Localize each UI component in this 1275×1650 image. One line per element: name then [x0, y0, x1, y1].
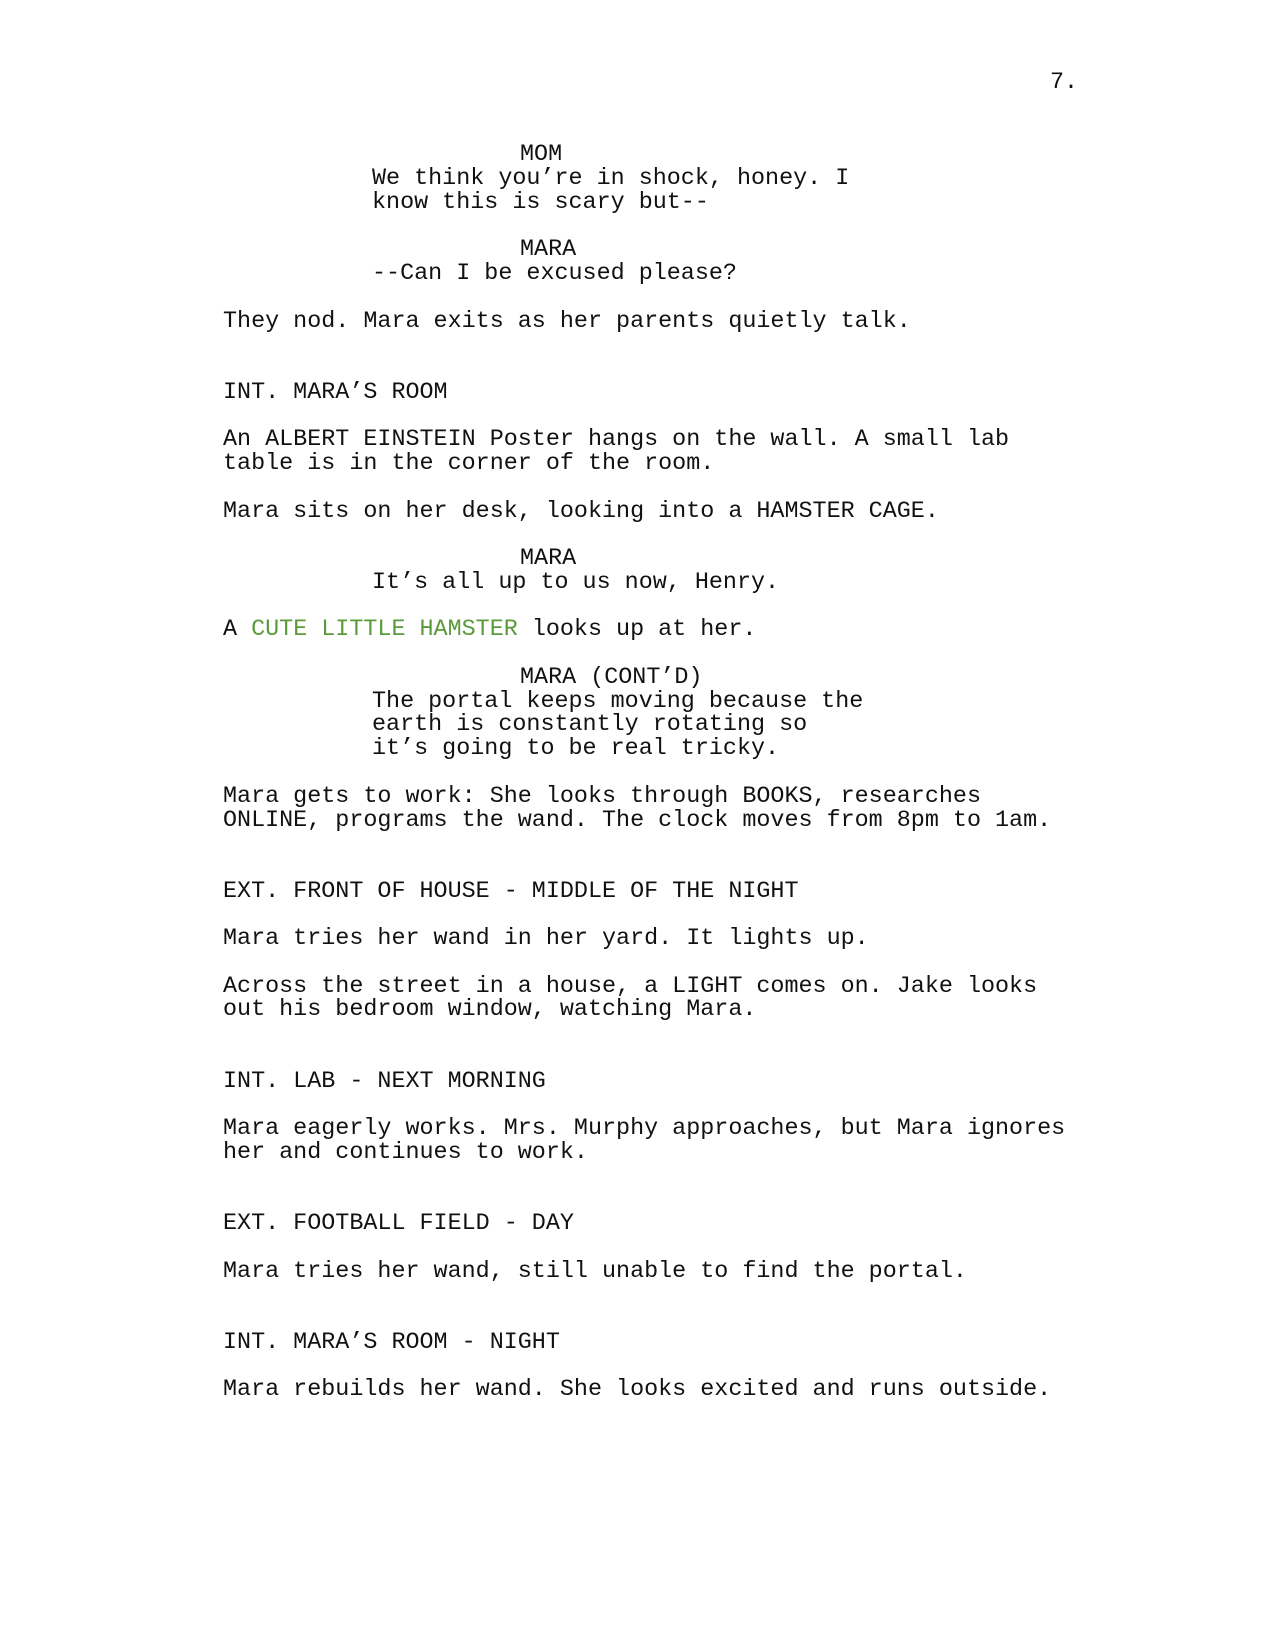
character-name: MOM — [520, 142, 563, 168]
action-text: A — [223, 617, 252, 643]
dialogue-line: --Can I be excused please? — [372, 261, 737, 287]
action-line: out his bedroom window, watching Mara. — [223, 997, 757, 1023]
action-line: They nod. Mara exits as her parents quietly talk. — [223, 309, 911, 335]
action-line: Mara tries her wand in her yard. It lights up. — [223, 926, 869, 952]
dialogue-line: earth is constantly rotating so — [372, 712, 808, 738]
dialogue-line: know this is scary but-- — [372, 190, 709, 216]
action-line: ONLINE, programs the wand. The clock moves from 8pm to 1am. — [223, 808, 1052, 834]
action-line: Mara gets to work: She looks through BOOKS, researches — [223, 784, 981, 810]
action-line: Mara eagerly works. Mrs. Murphy approaches, but Mara ignores — [223, 1116, 1066, 1142]
character-name: MARA — [520, 237, 577, 263]
action-line — [223, 619, 756, 642]
dialogue-line: It’s all up to us now, Henry. — [372, 570, 780, 596]
action-line: table is in the corner of the room. — [223, 451, 715, 477]
scene-heading: EXT. FRONT OF HOUSE - MIDDLE OF THE NIGHT — [223, 879, 799, 905]
action-line: Mara tries her wand, still unable to find the portal. — [223, 1259, 967, 1285]
dialogue-line: The portal keeps moving because the — [372, 689, 864, 715]
scene-heading: INT. LAB - NEXT MORNING — [223, 1069, 546, 1095]
dialogue-line: We think you’re in shock, honey. I — [372, 166, 850, 192]
dialogue-line: it’s going to be real tricky. — [372, 736, 780, 762]
character-name: MARA (CONT’D) — [520, 665, 703, 691]
scene-heading: INT. MARA’S ROOM - NIGHT — [223, 1330, 560, 1356]
action-line: An ALBERT EINSTEIN Poster hangs on the wall. A small lab — [223, 427, 1010, 453]
action-line: Across the street in a house, a LIGHT comes on. Jake looks — [223, 974, 1038, 1000]
action-text: looks up at her. — [517, 617, 757, 643]
scene-heading: EXT. FOOTBALL FIELD - DAY — [223, 1211, 574, 1237]
action-line: her and continues to work. — [223, 1140, 588, 1166]
highlighted-text: CUTE LITTLE HAMSTER — [251, 617, 518, 643]
scene-heading: INT. MARA’S ROOM — [223, 380, 448, 406]
page-number: 7. — [1050, 70, 1079, 96]
action-line: Mara sits on her desk, looking into a HAMSTER CAGE. — [223, 499, 939, 525]
character-name: MARA — [520, 546, 577, 572]
action-line: Mara rebuilds her wand. She looks excited and runs outside. — [223, 1377, 1052, 1403]
